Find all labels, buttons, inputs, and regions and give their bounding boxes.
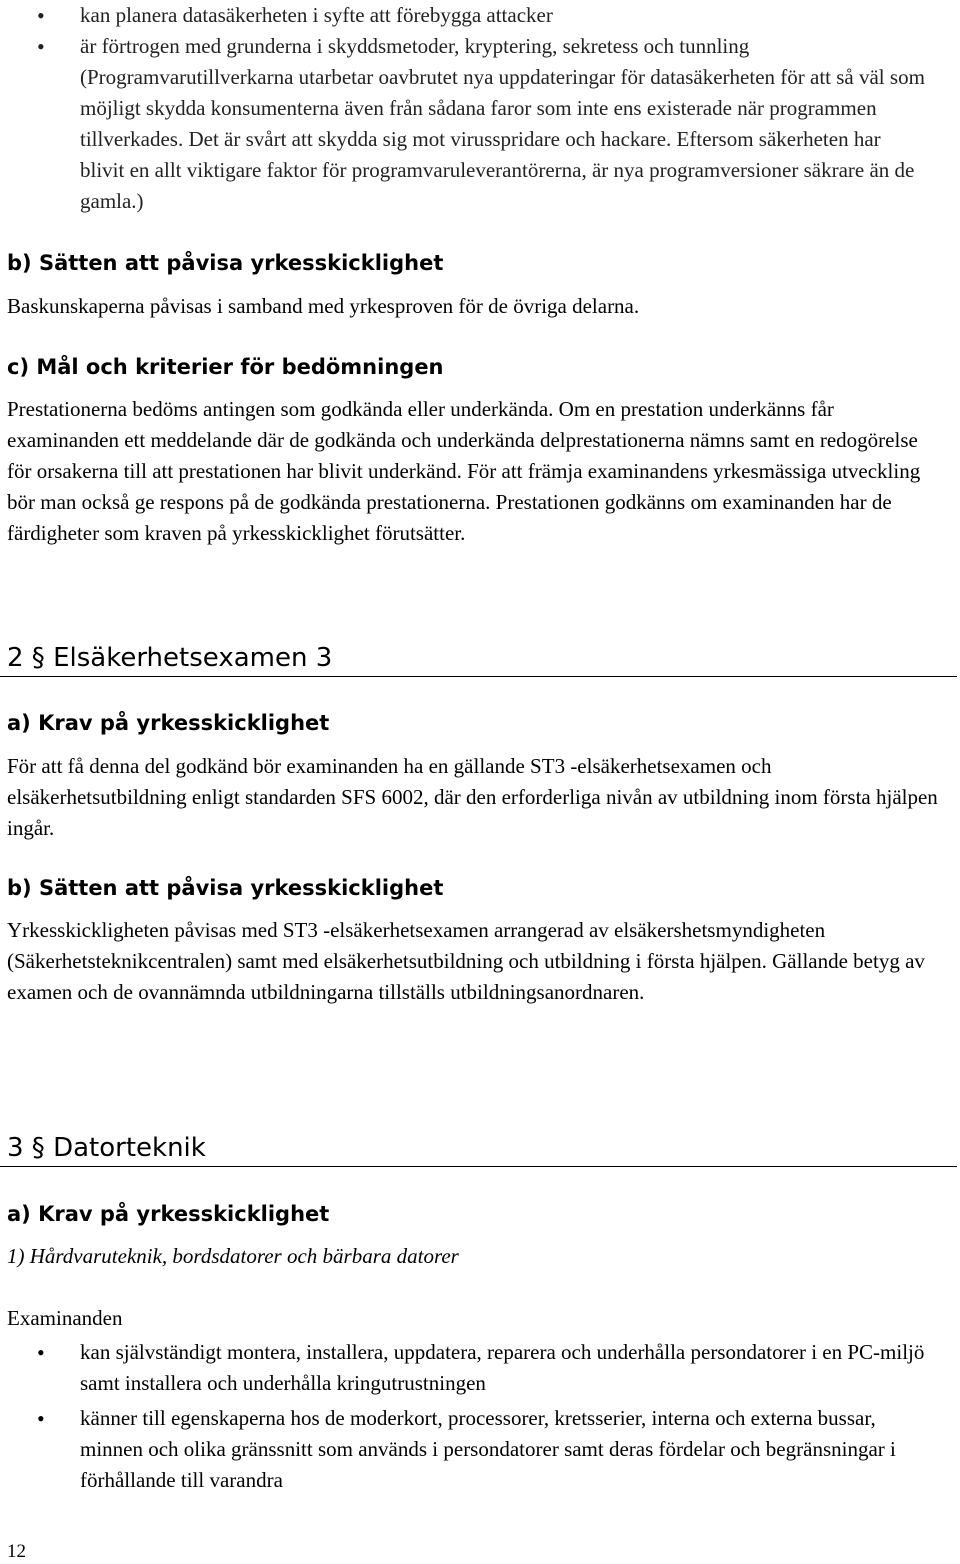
- section-heading-b: b) Sätten att påvisa yrkesskicklighet: [7, 876, 444, 900]
- paragraph-b: Yrkesskickligheten påvisas med ST3 -elsäkerhetsexamen arrangerad av elsäkershetsmyndigheten (Säkerhetsteknikcentralen) samt med elsäkerhetsutbildning och utbildning i första hjälpen. Gällande betyg av examen och de ovannämnda utbildningarna tillställs utbildningsanordnaren.: [7, 918, 925, 1004]
- list-item: • kan självständigt montera, installera, uppdatera, reparera och underhålla persondatorer i en PC-miljö samt installera och underhålla kringutrustningen: [0, 1337, 930, 1399]
- subheading: 1) Hårdvaruteknik, bordsdatorer och bärbara datorer: [7, 1244, 459, 1268]
- paragraph-a: För att få denna del godkänd bör examinanden ha en gällande ST3 -elsäkerhetsexamen och elsäkerhetsutbildning enligt standarden SFS 6002, där den erforderliga nivån av utbildning inom första hjälpen ingår.: [7, 754, 938, 840]
- lead-text: Examinanden: [7, 1306, 123, 1330]
- section-rule: [0, 1166, 957, 1167]
- section-heading-c: c) Mål och kriterier för bedömningen: [7, 355, 444, 379]
- section-rule: [0, 676, 957, 677]
- paragraph-c: Prestationerna bedöms antingen som godkända eller underkända. Om en prestation underkänns får examinanden ett meddelande där de godkända och underkända delprestationerna nämns samt en redogörelse för orsakerna till att prestationen har blivit underkänd. För att främja examinandens yrkesmässiga utveckling bör man också ge respons på de godkända prestationerna. Prestationen godkänns om examinanden har de färdigheter som kraven på yrkesskicklighet förutsätter.: [7, 397, 921, 545]
- list-item: • är förtrogen med grunderna i skyddsmetoder, kryptering, sekretess och tunnling (Programvarutillverkarna utarbetar oavbrutet nya uppdateringar för datasäkerheten för att så väl som möjligt skydda konsumenterna även från sådana faror som inte ens existerade när programmen tillverkades. Det är svårt att skydda sig mot virusspridare och hackare. Eftersom säkerheten har blivit en allt viktigare faktor för programvaruleverantörerna, är nya programversioner säkrare än de gamla.): [0, 31, 930, 217]
- page-number: 12: [7, 1541, 26, 1562]
- skills-bullet-list: [0, 1337, 930, 1496]
- list-item: • känner till egenskaperna hos de moderkort, processorer, kretsserier, interna och externa bussar, minnen och olika gränssnitt som används i persondatorer samt deras fördelar och begränsningar i förhållande till varandra: [0, 1403, 930, 1496]
- section-title-2: 2 § Elsäkerhetsexamen 3: [7, 643, 333, 673]
- section-title-3: 3 § Datorteknik: [7, 1133, 206, 1163]
- intro-bullet-list: [0, 0, 930, 217]
- section-heading-a: a) Krav på yrkesskicklighet: [7, 711, 330, 735]
- list-item: • kan planera datasäkerheten i syfte att förebygga attacker: [0, 0, 930, 31]
- section-heading-a: a) Krav på yrkesskicklighet: [7, 1202, 330, 1226]
- section-heading-b: b) Sätten att påvisa yrkesskicklighet: [7, 251, 444, 275]
- paragraph-b: Baskunskaperna påvisas i samband med yrkesproven för de övriga delarna.: [7, 294, 640, 318]
